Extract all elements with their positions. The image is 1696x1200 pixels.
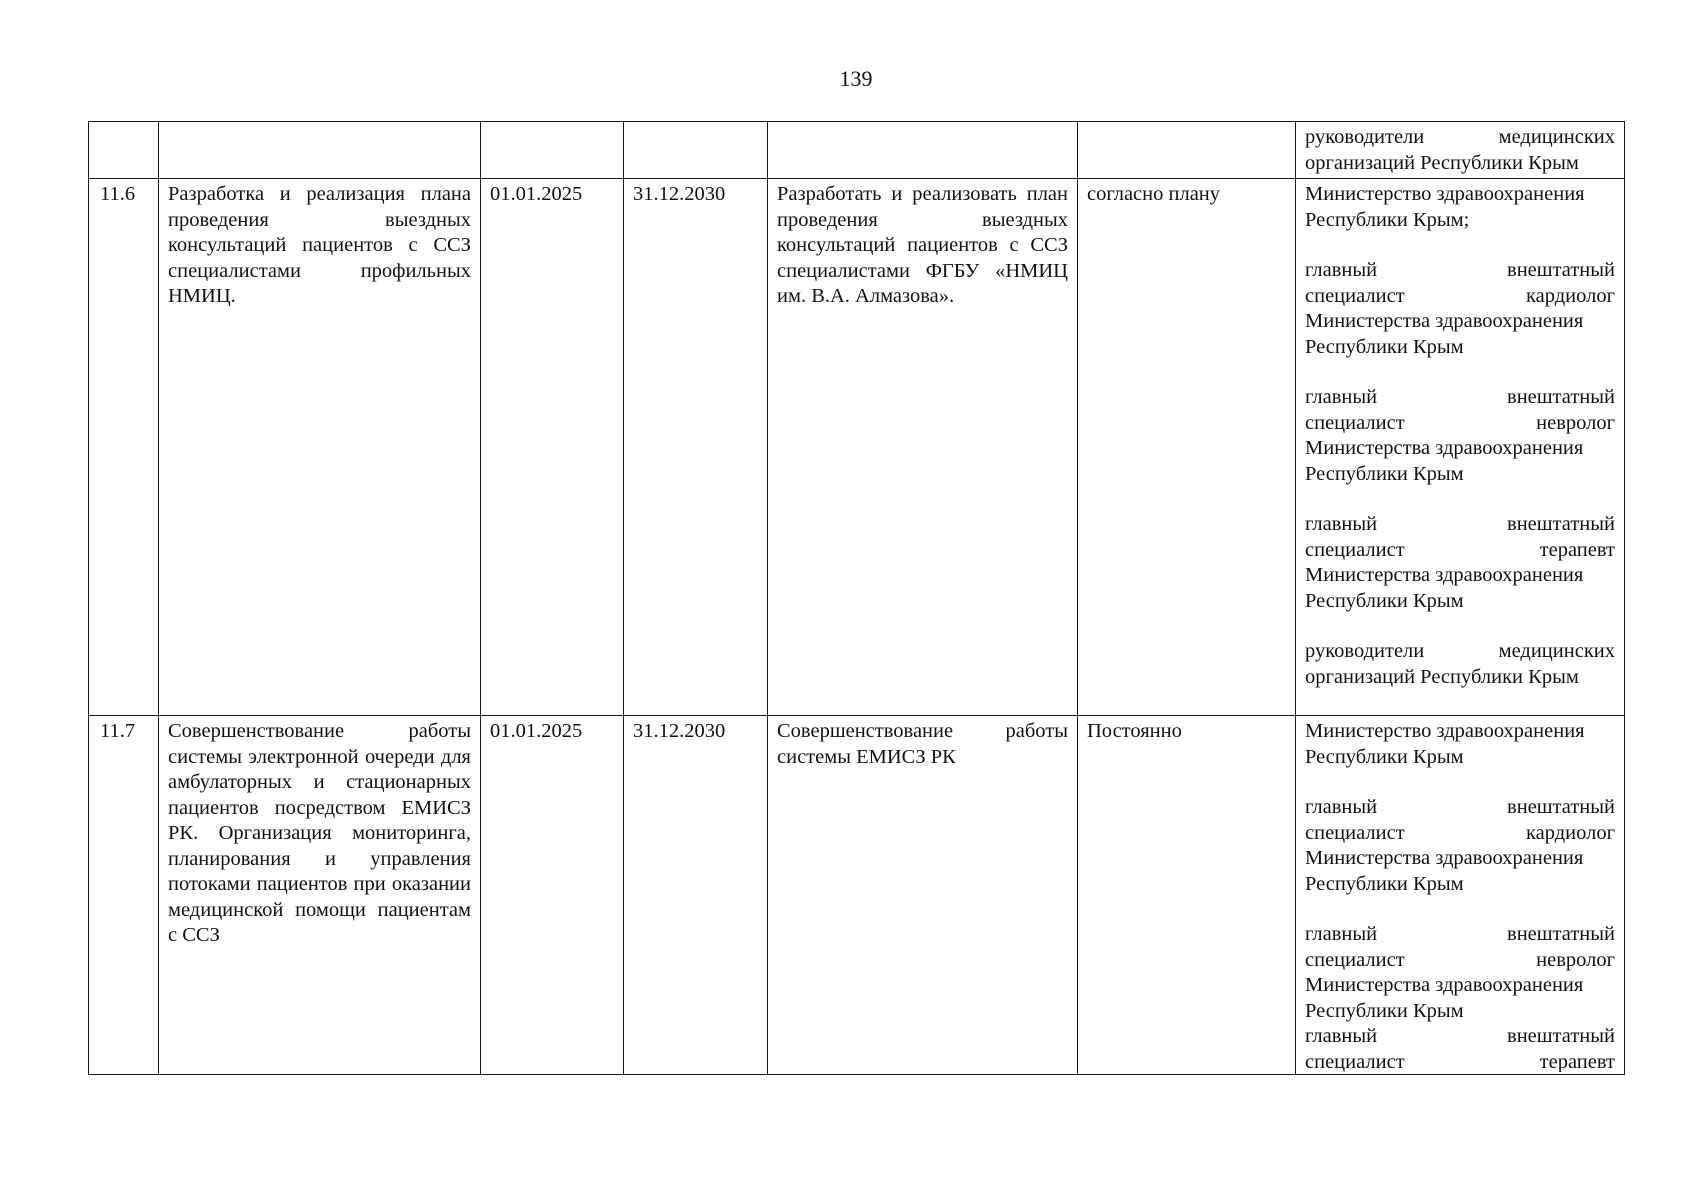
responsible-line: Республики Крым; bbox=[1305, 208, 1470, 231]
indicator-cell: согласно плану bbox=[1078, 179, 1296, 716]
responsible-entry bbox=[1305, 182, 1615, 233]
responsible-line: Республики Крым bbox=[1305, 462, 1464, 485]
responsible-line: главный внештатный bbox=[1305, 796, 1615, 818]
row-number-cell: 11.7 bbox=[89, 716, 159, 1075]
task-cell bbox=[159, 122, 481, 179]
responsible-line: организаций Республики Крым bbox=[1305, 151, 1579, 174]
start-date-cell bbox=[481, 122, 624, 179]
row-number-cell bbox=[89, 122, 159, 179]
indicator-cell bbox=[1078, 122, 1296, 179]
responsible-line: Министерства здравоохранения bbox=[1305, 847, 1584, 869]
end-date-cell: 31.12.2030 bbox=[624, 716, 768, 1075]
responsible-entry bbox=[1305, 258, 1615, 360]
action-plan-table bbox=[88, 121, 1625, 1075]
responsible-entry bbox=[1305, 385, 1615, 487]
responsible-line: Министерства здравоохранения bbox=[1305, 437, 1584, 459]
responsible-cell bbox=[1296, 179, 1625, 716]
table-row bbox=[89, 122, 1625, 179]
responsible-line: руководители медицинских bbox=[1305, 126, 1615, 148]
responsible-line: главный внештатный bbox=[1305, 386, 1615, 408]
responsible-line: Министерства здравоохранения bbox=[1305, 974, 1584, 996]
responsible-line: Республики Крым bbox=[1305, 872, 1464, 895]
responsible-line: специалист терапевт bbox=[1305, 538, 1615, 561]
page-number: 139 bbox=[839, 66, 873, 91]
table-row bbox=[89, 179, 1625, 716]
responsible-cell bbox=[1296, 716, 1625, 1075]
responsible-line: Республики Крым bbox=[1305, 335, 1464, 358]
responsible-line: Республики Крым bbox=[1305, 745, 1464, 768]
responsible-line: Республики Крым bbox=[1305, 589, 1464, 612]
result-cell bbox=[768, 122, 1078, 179]
responsible-line: Министерство здравоохранения bbox=[1305, 720, 1585, 742]
responsible-line: специалист невролог bbox=[1305, 411, 1615, 434]
responsible-line: главный внештатный bbox=[1305, 513, 1615, 535]
responsible-line: специалист невролог bbox=[1305, 948, 1615, 971]
row-number-cell: 11.6 bbox=[89, 179, 159, 716]
responsible-entry bbox=[1305, 922, 1615, 1024]
start-date-cell: 01.01.2025 bbox=[481, 179, 624, 716]
responsible-entry bbox=[1305, 512, 1615, 614]
responsible-line: специалист кардиолог bbox=[1305, 821, 1615, 844]
responsible-line: Министерства здравоохранения bbox=[1305, 310, 1584, 332]
responsible-line: организаций Республики Крым bbox=[1305, 665, 1579, 688]
responsible-entry bbox=[1305, 719, 1615, 770]
responsible-line: главный внештатный bbox=[1305, 1025, 1615, 1047]
responsible-line: руководители медицинских bbox=[1305, 640, 1615, 662]
responsible-line: главный внештатный bbox=[1305, 259, 1615, 281]
task-cell: Разработка и реализация плана проведения выездных консультаций пациентов с ССЗ специалистами профильных НМИЦ. bbox=[159, 179, 481, 716]
indicator-cell: Постоянно bbox=[1078, 716, 1296, 1075]
end-date-cell bbox=[624, 122, 768, 179]
responsible-line: Республики Крым bbox=[1305, 999, 1464, 1022]
responsible-entry bbox=[1305, 639, 1615, 690]
task-cell: Совершенствование работы системы электронной очереди для амбулаторных и стационарных пациентов посредством ЕМИСЗ РК. Организация мониторинга, планирования и управления потоками пациентов при оказании медицинской помощи пациентам с ССЗ bbox=[159, 716, 481, 1075]
result-cell: Разработать и реализовать план проведения выездных консультаций пациентов с ССЗ специалистами ФГБУ «НМИЦ им. В.А. Алмазова». bbox=[768, 179, 1078, 716]
result-cell: Совершенствование работы системы ЕМИСЗ РК bbox=[768, 716, 1078, 1075]
responsible-entry bbox=[1305, 125, 1615, 176]
responsible-line: Министерство здравоохранения bbox=[1305, 183, 1585, 205]
table-row bbox=[89, 716, 1625, 1075]
start-date-cell: 01.01.2025 bbox=[481, 716, 624, 1075]
responsible-line: специалист терапевт bbox=[1305, 1050, 1615, 1072]
responsible-entry bbox=[1305, 1024, 1615, 1072]
responsible-entry bbox=[1305, 795, 1615, 897]
responsible-line: специалист кардиолог bbox=[1305, 284, 1615, 307]
responsible-line: Министерства здравоохранения bbox=[1305, 564, 1584, 586]
end-date-cell: 31.12.2030 bbox=[624, 179, 768, 716]
responsible-cell bbox=[1296, 122, 1625, 179]
responsible-line: главный внештатный bbox=[1305, 923, 1615, 945]
